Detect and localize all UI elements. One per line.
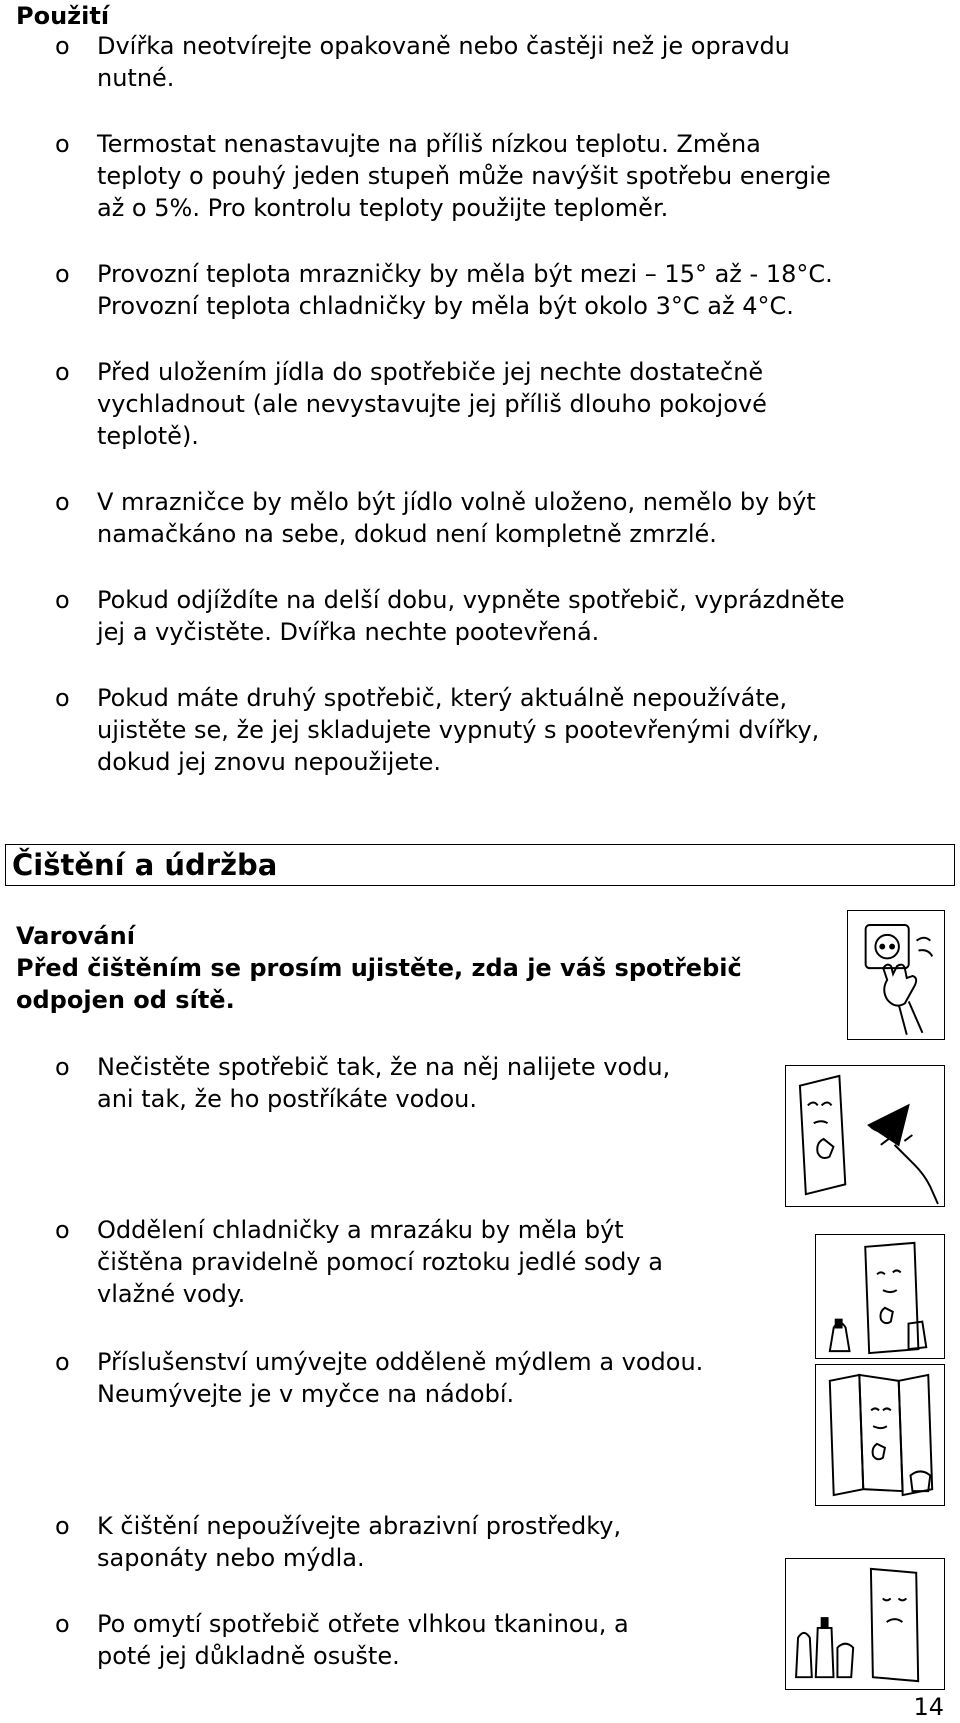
list-item-line: čištěna pravidelně pomocí roztoku jedlé sody a (97, 1248, 663, 1276)
list-item-line: Pokud odjíždíte na delší dobu, vypněte spotřebič, vyprázdněte (97, 586, 845, 614)
bullet-marker: o (55, 1216, 70, 1244)
list-item-line: Dvířka neotvírejte opakovaně nebo častěji než je opravdu (97, 32, 790, 60)
list-item-line: jej a vyčistěte. Dvířka nechte pootevřená. (97, 618, 600, 646)
soda-cleaning-drawing (816, 1235, 944, 1358)
warning-line: odpojen od sítě. (16, 986, 235, 1014)
unplug-drawing (848, 911, 944, 1039)
accessories-wash-illustration (815, 1364, 945, 1506)
list-item-line: namačkáno na sebe, dokud není kompletně zmrzlé. (97, 520, 717, 548)
list-item-line: dokud jej znovu nepoužijete. (97, 748, 442, 776)
bullet-marker: o (55, 586, 70, 614)
list-item-line: teploty o pouhý jeden stupeň může navýšit spotřebu energie (97, 162, 831, 190)
no-abrasives-drawing (786, 1559, 944, 1689)
list-item-line: vychladnout (ale nevystavujte jej příliš dlouho pokojové (97, 390, 767, 418)
bullet-marker: o (55, 488, 70, 516)
bullet-marker: o (55, 1610, 70, 1638)
section-title: Čištění a údržba (12, 848, 278, 882)
no-abrasives-illustration (785, 1558, 945, 1690)
list-item-line: V mrazničce by mělo být jídlo volně uloženo, nemělo by být (97, 488, 816, 516)
list-item-line: Oddělení chladničky a mrazáku by měla být (97, 1216, 624, 1244)
list-item-line: Před uložením jídla do spotřebiče jej nechte dostatečně (97, 358, 764, 386)
list-item-line: ujistěte se, že jej skladujete vypnutý s pootevřenými dvířky, (97, 716, 820, 744)
unplug-illustration (847, 910, 945, 1040)
bullet-marker: o (55, 32, 70, 60)
bullet-marker: o (55, 1053, 70, 1081)
list-item-line: poté jej důkladně osušte. (97, 1642, 400, 1670)
bullet-marker: o (55, 130, 70, 158)
list-item-line: ani tak, že ho postříkáte vodou. (97, 1085, 478, 1113)
bullet-marker: o (55, 1348, 70, 1376)
warning-title: Varování (16, 922, 135, 950)
list-item-line: Neumývejte je v myčce na nádobí. (97, 1380, 515, 1408)
bullet-marker: o (55, 260, 70, 288)
list-item-line: Nečistěte spotřebič tak, že na něj nalijete vodu, (97, 1053, 671, 1081)
list-item-line: teplotě). (97, 422, 199, 450)
list-item-line: až o 5%. Pro kontrolu teploty použijte teploměr. (97, 194, 669, 222)
no-water-illustration (785, 1065, 945, 1207)
usage-heading: Použití (16, 2, 110, 30)
warning-line: Před čištěním se prosím ujistěte, zda je váš spotřebič (16, 954, 742, 982)
list-item-line: saponáty nebo mýdla. (97, 1544, 365, 1572)
list-item-line: vlažné vody. (97, 1280, 246, 1308)
list-item-line: Provozní teplota mrazničky by měla být mezi – 15° až - 18°C. (97, 260, 833, 288)
list-item-line: Příslušenství umývejte odděleně mýdlem a vodou. (97, 1348, 704, 1376)
list-item-line: nutné. (97, 64, 175, 92)
list-item-line: Termostat nenastavujte na příliš nízkou teplotu. Změna (97, 130, 761, 158)
bullet-marker: o (55, 358, 70, 386)
soda-cleaning-illustration (815, 1234, 945, 1359)
no-water-drawing (786, 1066, 944, 1206)
bullet-marker: o (55, 684, 70, 712)
accessories-wash-drawing (816, 1365, 944, 1505)
list-item-line: K čištění nepoužívejte abrazivní prostředky, (97, 1512, 622, 1540)
list-item-line: Po omytí spotřebič otřete vlhkou tkaninou, a (97, 1610, 629, 1638)
list-item-line: Pokud máte druhý spotřebič, který aktuálně nepoužíváte, (97, 684, 788, 712)
list-item-line: Provozní teplota chladničky by měla být okolo 3°C až 4°C. (97, 292, 794, 320)
bullet-marker: o (55, 1512, 70, 1540)
page-number: 14 (913, 1693, 944, 1721)
